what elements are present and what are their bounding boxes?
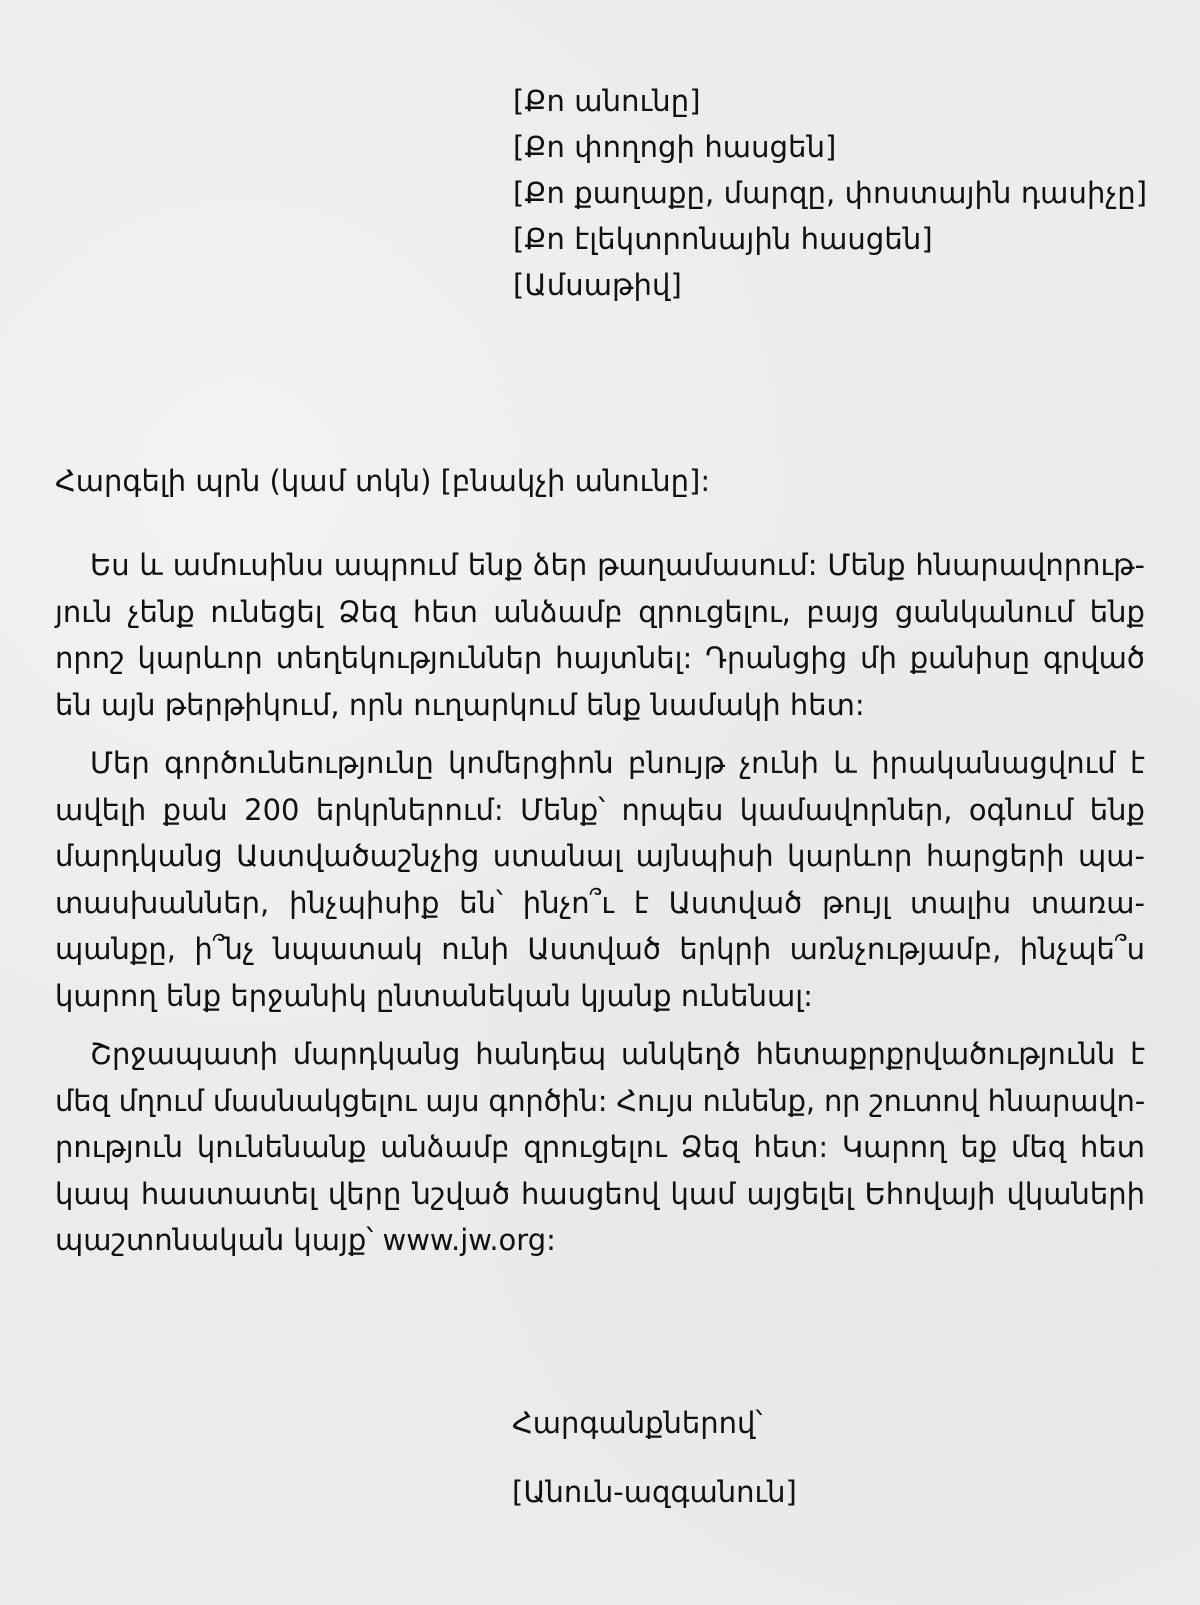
paragraph-line: րություն կունենանք անձամբ զրուցելու Ձեզ հետ: Կարող եք մեզ հետ xyxy=(55,1130,1145,1164)
closing-phrase: Հարգանքներով՝ xyxy=(512,1406,763,1440)
paragraph-line: մեզ մղում մասնակցելու այս գործին: Հույս ունենք, որ շուտով հնարավո- xyxy=(55,1083,1145,1118)
sender-email: [Քո էլեկտրոնային հասցեն] xyxy=(513,222,933,256)
sender-street: [Քո փողոցի հասցեն] xyxy=(513,130,837,164)
signature-placeholder: [Անուն-ազգանուն] xyxy=(512,1475,797,1509)
sender-city-region-zip: [Քո քաղաքը, մարզը, փոստային դասիչը] xyxy=(513,176,1148,210)
paragraph-line: յուն չենք ունեցել Ձեզ հետ անձամբ զրուցելու, բայց ցանկանում ենք xyxy=(55,594,1145,629)
paragraph-line: են այն թերթիկում, որն ուղարկում ենք նամակի հետ: xyxy=(55,687,865,722)
letter-body xyxy=(55,542,1145,1276)
letter-date: [Ամսաթիվ] xyxy=(513,268,682,302)
paragraph-line: կապ հաստատել վերը նշված հասցեով կամ այցելել Եհովայի վկաների xyxy=(55,1176,1145,1211)
paragraph-line: որոշ կարևոր տեղեկություններ հայտնել: Դրանցից մի քանիսը գրված xyxy=(55,641,1145,675)
paragraph-line: պանքը, ի՞նչ նպատակ ունի Աստված երկրի առնչությամբ, ինչպե՞ս xyxy=(55,932,1145,966)
paragraph-2 xyxy=(55,740,1145,1019)
paragraph-line: Ես և ամուսինս ապրում ենք ձեր թաղամասում: Մենք հնարավորութ- xyxy=(90,548,1145,582)
paragraph-line: կարող ենք երջանիկ ընտանեկան կյանք ունենալ: xyxy=(55,978,813,1013)
paragraph-line: մարդկանց Աստվածաշնչից ստանալ այնպիսի կարևոր հարցերի պա- xyxy=(55,839,1145,873)
paragraph-line: ավելի քան 200 երկրներում: Մենք՝ որպես կամավորներ, օգնում ենք xyxy=(55,792,1145,827)
paragraph-line: Մեր գործունեությունը կոմերցիոն բնույթ չունի և իրականացվում է xyxy=(90,746,1145,780)
paragraph-line: Շրջապատի մարդկանց հանդեպ անկեղծ հետաքրքրվածությունն է xyxy=(90,1037,1145,1071)
paragraph-line: տասխաններ, ինչպիսիք են՝ ինչո՞ւ է Աստված թույլ տալիս տառա- xyxy=(55,885,1145,920)
paragraph-line: պաշտոնական կայք՝ www.jw.org: xyxy=(55,1223,556,1257)
sender-address-block xyxy=(513,78,1173,308)
salutation: Հարգելի պրն (կամ տկն) [բնակչի անունը]: xyxy=(55,464,711,498)
sender-name: [Քո անունը] xyxy=(513,84,701,118)
paragraph-3 xyxy=(55,1031,1145,1264)
paragraph-1 xyxy=(55,542,1145,728)
